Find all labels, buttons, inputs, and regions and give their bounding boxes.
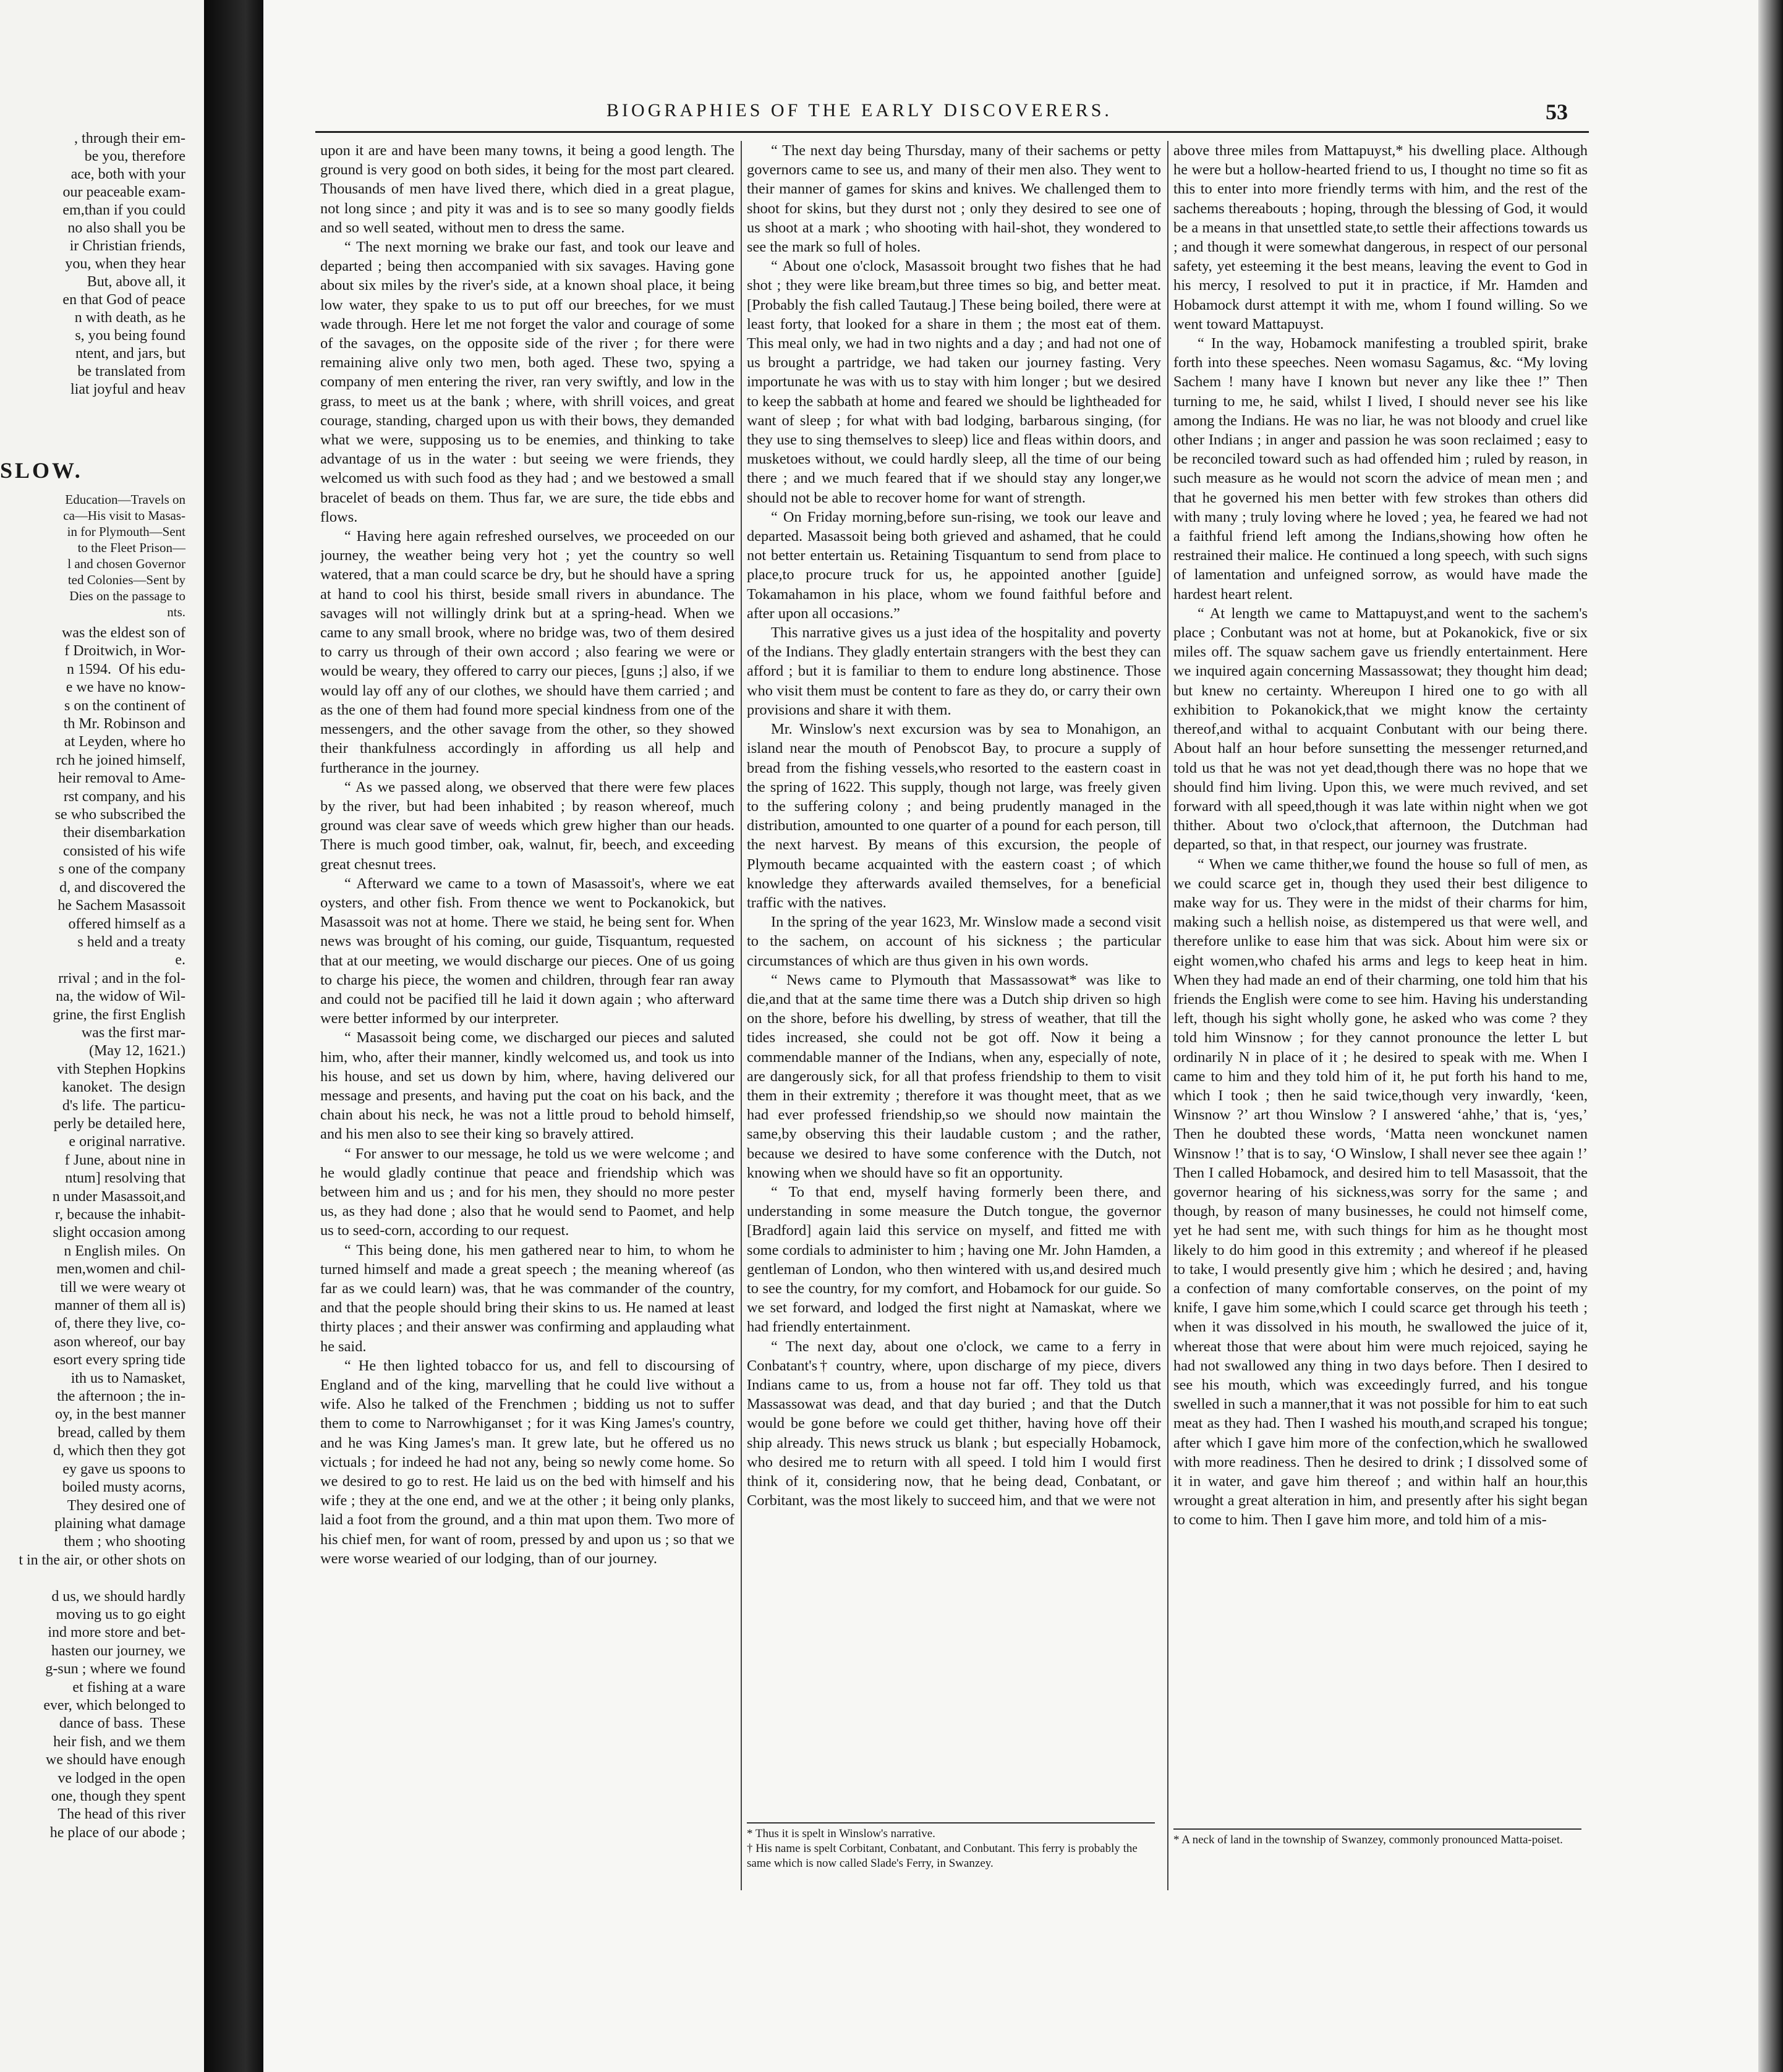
paragraph: “ News came to Plymouth that Massassowat* was like to die,and that at the same time there was a Dutch ship driven so high on the shore, before his dwelling, by stress of weather, that till the tides increased, she could not be got off. Now it being a commendable manner of the Indians, when any, especially of note, are dangerously sick, for all that profess friendship to them to visit them in their extremity ; therefore it was thought meet, that as we had ever professed friendship,so we should now maintain the same,by observing this their laudable custom ; and the rather, because we desired to have some conference with the Dutch, not knowing when we should have so fit an opportunity. bbox=[747, 971, 1161, 1181]
paragraph: “ This being done, his men gathered near to him, to whom he turned himself and made a great speech ; the meaning whereof (as far as we could learn) was, that he was commander of the country, and that the people should bring their skins to us. He named at least thirty places ; and their answer was confirming and applauding what he said. bbox=[320, 1241, 734, 1355]
paragraph: “ When we came thither,we found the house so full of men, as we could scarce get in, though they used their best diligence to make way for us. They were in the midst of their charms for him, making such a hellish noise, as distempered us that were well, and therefore unlike to ease him that was sick. About him were six or eight women,who chafed his arms and legs to keep heat in him. When they had made an end of their charming, one told him that his friends the English were come to see him. Having his understanding left, though his sight wholly gone, he asked who was come ? they told him Winsnow ; for they cannot pronounce the letter L but ordinarily N in place of it ; he desired to speak with me. When I came to him and they told him of it, he put forth his hand to me, which I took ; then he said twice,though very inwardly, ‘keen, Winsnow ?’ art thou Winslow ? I answered ‘ahhe,’ that is, ‘yes,’ Then he doubted these words, ‘Matta neen wonckunet namen Winsnow !’ that is to say, ‘O Winslow, I shall never see thee again !’ Then I called Hobamock, and desired him to tell Masassoit, that the governor hearing of his sickness,was sorry for the same ; and though, by reason of many businesses, he could not himself come, yet he had sent me, with such things for him as he thought most likely to do him good in this extremity ; and whereof if he pleased to take, I would presently give him ; which he desired ; and, having a confection of many comfortable conserves, on the point of my knife, I gave him some,which I could scarce get through his teeth ; when it was dissolved in his mouth, he swallowed the juice of it, whereat those that were about him were much rejoiced, saying he had not swallowed any thing in two days before. Then I desired to see his mouth, which was exceedingly furred, and his tongue swelled in such a manner,that it was not possible for him to eat such meat as they had. Then I washed his mouth,and scraped his tongue; after which I gave him more of the confection,which he swallowed with more readiness. Then he desired to drink ; I dissolved some of it in water, and gave him thereof ; and within half an hour,this wrought a great alteration in him, and presently after his sight began to come to him. Then I gave him more, and told him of a mis- bbox=[1173, 856, 1588, 1529]
column-divider bbox=[1167, 141, 1168, 1890]
footnote-rule bbox=[747, 1822, 1155, 1824]
paragraph: “ Masassoit being come, we discharged our pieces and saluted him, who, after their manner, kindly welcomed us, and took us into his house, and set us down by him, where, having delivered our message and presents, and having put the coat on his back, and the chain about his neck, he was not a little proud to behold himself, and his men also to see their king so bravely attired. bbox=[320, 1029, 734, 1143]
running-title: BIOGRAPHIES OF THE EARLY DISCOVERERS. bbox=[606, 100, 1112, 121]
text-column-1 bbox=[320, 141, 734, 1890]
column-divider bbox=[741, 141, 742, 1890]
paragraph: upon it are and have been many towns, it being a good length. The ground is very good on both sides, it being for the most part cleared. Thousands of men have lived there, which died in a great plague, not long since ; and pity it was and is to see so many goodly fields and so well seated, without men to dress the same. bbox=[320, 142, 734, 236]
paragraph: Mr. Winslow's next excursion was by sea to Monahigon, an island near the mouth of Penobscot Bay, to procure a supply of bread from the fishing vessels,who resorted to the eastern coast in the spring of 1622. This supply, though not large, was freely given to the suffering colony ; and being prudently managed in the distribution, amounted to one quarter of a pound for each person, till the next harvest. By means of this excursion, the people of Plymouth became acquainted with the eastern coast ; of which knowledge they afterwards availed themselves, for a beneficial traffic with the natives. bbox=[747, 721, 1161, 911]
paragraph: above three miles from Mattapuyst,* his dwelling place. Although he were but a hollow-hearted friend to us, I thought no time so fit as this to enter into more friendly terms with him, and the rest of the sachems thereabouts ; hoping, through the blessing of God, it would be a means in that unsettled state,to settle their affections towards us ; and though it were somewhat dangerous, in respect of our personal safety, yet esteeming it the best means, leaving the event to God in his mercy, I resolved to put it in practice, if Mr. Hamden and Hobamock durst attempt it with me, whom I found willing. So we went toward Mattapuyst. bbox=[1173, 142, 1588, 333]
footnote-column-3: * A neck of land in the township of Swanzey, commonly pronounced Matta-poiset. bbox=[1173, 1833, 1563, 1846]
page-edge-shadow bbox=[1758, 0, 1783, 2072]
paragraph: “ The next day, about one o'clock, we came to a ferry in Conbatant's† country, where, upon discharge of my piece, divers Indians came to us, from a house not far off. They told us that Massassowat was dead, and that day buried ; and that the Dutch would be gone before we could get thither, having hove off their ship already. This news struck us blank ; but especially Hobamock, who desired me to return with all speed. I told him I would first think of it, considering now, that he being dead, Conbatant, or Corbitant, was the most likely to succeed him, and that we were not bbox=[747, 1338, 1161, 1509]
left-page-heading: SLOW. bbox=[0, 458, 83, 483]
header-rule bbox=[315, 131, 1589, 133]
paragraph: “ About one o'clock, Masassoit brought two fishes that he had shot ; they were like bream,but three times so big, and better meat. [Probably the fish called Tautaug.] These being boiled, there were at least forty, that looked for a share in them ; the most eat of them. This meal only, we had in two nights and a day ; and had not one of us brought a partridge, we had taken our journey fasting. Very importunate he was with us to stay with him longer ; but we desired to keep the sabbath at home and feared we should be lightheaded for want of sleep ; for what with bad lodging, barbarous singing, (for they use to sing themselves to sleep) lice and fleas within doors, and musketoes without, we could hardly sleep, all the time of our being there ; and we much feared that if we should stay any longer,we should not be able to recover home for want of strength. bbox=[747, 258, 1161, 506]
paragraph: “ To that end, myself having formerly been there, and understanding in some measure the Dutch tongue, the governor [Bradford] again laid this service on myself, and fitted me with some cordials to administer to him ; having one Mr. John Hamden, a gentleman of London, who then wintered with us,and desired much to see the country, for my comfort, and Hobamock for our guide. So we set forward, and lodged the first night at Namaskat, where we had friendly entertainment. bbox=[747, 1183, 1161, 1336]
footnote-rule bbox=[1173, 1828, 1581, 1830]
left-page-fragment bbox=[0, 0, 204, 2072]
paragraph: “ As we passed along, we observed that there were few places by the river, but had been inhabited ; by reason whereof, much ground was clear save of weeds which grew higher than our heads. There is much good timber, oak, walnut, fir, beech, and exceeding great chesnut trees. bbox=[320, 778, 734, 873]
paragraph: “ Afterward we came to a town of Masassoit's, where we eat oysters, and other fish. From thence we went to Pockanokick, but Masassoit was not at home. There we staid, he being sent for. When news was brought of his coming, our guide, Tisquantum, requested that at our meeting, we would discharge our pieces. One of us going to charge his piece, the women and children, through fear ran away and could not be pacified till he laid it down again ; who afterward were better informed by our interpreter. bbox=[320, 875, 734, 1027]
paragraph: “ In the way, Hobamock manifesting a troubled spirit, brake forth into these speeches. Neen womasu Sagamus, &c. “My loving Sachem ! many have I known but never any like thee !” Then turning to me, he said, whilst I lived, I should never see his like among the Indians. He was no liar, he was not bloody and cruel like other Indians ; in anger and passion he was soon reclaimed ; easy to be reconciled toward such as had offended him ; ruled by reason, in such measure as he would not scorn the advice of mean men ; and that he governed his men better with few strokes than others did with many ; truly loving where he loved ; yea, he feared we had not a faithful friend left among the Indians,showing how often he restrained their malice. He continued a long speech, with such signs of lamentation and unfeigned sorrow, as would have made the hardest heart relent. bbox=[1173, 335, 1588, 603]
left-page-text-top: , through their em- be you, therefore ace, both with your our peaceable exam- em,than if you could no also shall you be ir Christian friends, you, when they hear But, above all, it en that God of peace n with death, as he s, you being found ntent, and jars, but be translated from liat joyful and heav bbox=[62, 130, 185, 397]
paragraph: “ For answer to our message, he told us we were welcome ; and he would gladly continue that peace and friendship which was between him and us ; and for his men, they should no more pester us, as they had done ; also that he would send to Paomet, and help us to seed-corn, according to our request. bbox=[320, 1145, 734, 1239]
footnotes-column-2: * Thus it is spelt in Winslow's narrative. † His name is spelt Corbitant, Conbatant, and Conbutant. This ferry is probably the same which is now called Slade's Ferry, in Swanzey. bbox=[747, 1827, 1138, 1870]
left-page-text-bottom: was the eldest son of f Droitwich, in Wor- n 1594. Of his edu- e we have no know- s on the continent of th Mr. Robinson and at Leyden, where ho rch he joined himself, heir removal to Ame- rst company, and his se who subscribed the their disembarkation consisted of his wife s one of the company d, and discovered the he Sachem Masassoit offered himself as a s held and a treaty e. rrival ; and in the fol- na, the widow of Wil- grine, the first English was the first mar- (May 12, 1621.) vith Stephen Hopkins kanoket. The design d's life. The particu- perly be detailed here, e original narrative. f June, about nine in ntum] resolving that n under Masassoit,and r, because the inhabit- slight occasion among n English miles. On men,women and chil- till we were weary ot manner of them all is) of, there they live, co- ason whereof, our bay esort every spring tide ith us to Namasket, the afternoon ; the in- oy, in the best manner bread, called by them d, which then they got ey gave us spoons to boiled musty acorns, They desired one of plaining what damage them ; who shooting t in the air, or other shots on d us, we should hardly moving us to go eight ind more store and bet- hasten our journey, we g-sun ; where we found et fishing at a ware ever, which belonged to dance of bass. These heir fish, and we them we should have enough ve lodged in the open one, though they spent The head of this river he place of our abode ; bbox=[19, 625, 185, 1841]
text-column-2 bbox=[747, 141, 1161, 1822]
paragraph: “ On Friday morning,before sun-rising, we took our leave and departed. Masassoit being both grieved and ashamed, that he could not better entertain us. Retaining Tisquantum to send from place to place,to procure truck for us, he appointed another [guide] Tokamahamon in his place, whom we found faithful before and after upon all occasions.” bbox=[747, 508, 1161, 622]
paragraph: “ The next morning we brake our fast, and took our leave and departed ; being then accompanied with six savages. Having gone about six miles by the river's side, at a known shoal place, it being low water, they spake to us to put off our breeches, for we must wade through. Here let me not forget the valor and courage of some of the savages, on the opposite side of the river ; for there were remaining alive only two men, both aged. These two, spying a company of men entering the river, ran very swiftly, and low in the grass, to meet us at the bank ; where, with shrill voices, and great courage, standing, charged upon us with their bows, they demanded what we were, supposing us to be enemies, and thinking to take advantage of us in the water : but seeing we were friends, they welcomed us with such food as they had ; and we bestowed a small bracelet of beads on them. Thus far, we are sure, the tide ebbs and flows. bbox=[320, 239, 734, 525]
paragraph: This narrative gives us a just idea of the hospitality and poverty of the Indians. They gladly entertain strangers with the best they can afford ; but it is familiar to them to endure long abstinence. Those who visit them must be content to fare as they do, or carry their own provisions and share it with them. bbox=[747, 624, 1161, 718]
paragraph: In the spring of the year 1623, Mr. Winslow made a second visit to the sachem, on account of his sickness ; the particular circumstances of which are thus given in his own words. bbox=[747, 914, 1161, 969]
left-page-chapter-summary: Education—Travels on ca—His visit to Masas- in for Plymouth—Sent to the Fleet Prison— l and chosen Governor ted Colonies—Sent by Dies on the passage to nts. bbox=[63, 492, 185, 619]
page-number: 53 bbox=[1546, 100, 1568, 124]
paragraph: “ The next day being Thursday, many of their sachems or petty governors came to see us, and many of their men also. They went to their manner of games for skins and knives. We challenged them to shoot for skins, but they durst not ; only they desired to see one of us shoot at a mark ; who shooting with hail-shot, they wondered to see the mark so full of holes. bbox=[747, 142, 1161, 256]
paragraph: “ Having here again refreshed ourselves, we proceeded on our journey, the weather being very hot ; yet the country so well watered, that a man could scarce be dry, but he should have a spring at hand to cool his thirst, beside small rivers in abundance. The savages will not willingly drink but at a spring-head. When we came to any small brook, where no bridge was, two of them desired to carry us through of their own accord ; also fearing we were or would be weary, they offered to carry our pieces, [guns ;] also, if we would lay off any of our clothes, we should have them carried ; and as the one of them had found more special kindness from one of the messengers, and the other savage from the other, so they showed their thankfulness accordingly in affording us all help and furtherance in the journey. bbox=[320, 528, 734, 776]
text-column-3 bbox=[1173, 141, 1588, 1828]
paragraph: “ He then lighted tobacco for us, and fell to discoursing of England and of the king, marvelling that he could live without a wife. Also he talked of the Frenchmen ; bidding us not to suffer them to come to Narrowhiganset ; for it was King James's country, and he was King James's man. It grew late, but he offered us no victuals ; for indeed he had not any, being so newly come home. So we desired to go to rest. He laid us on the bed with himself and his wife ; they at the one end, and we at the other ; it being only planks, laid a foot from the ground, and a thin mat upon them. Two more of his chief men, for want of room, pressed by and upon us ; so that we were worse wearied of our lodging, than of our journey. bbox=[320, 1357, 734, 1567]
paragraph: “ At length we came to Mattapuyst,and went to the sachem's place ; Conbutant was not at home, but at Pokanokick, five or six miles off. The squaw sachem gave us friendly entertainment. Here we inquired again concerning Massassowat; they thought him dead; but knew no certainty. Whereupon I hired one to go with all exhibition to Pokanokick,that we might know the certainty thereof,and withal to acquaint Conbutant with our being there. About half an hour before sunsetting the messenger returned,and told us that he was not yet dead,though there was no hope that we should find him living. Upon this, we were much revived, and set forward with all speed,though it was late within night when we got thither. About two o'clock,that afternoon, the Dutchman had departed, so that, in that respect, our journey was frustrate. bbox=[1173, 605, 1588, 854]
book-gutter bbox=[204, 0, 263, 2072]
